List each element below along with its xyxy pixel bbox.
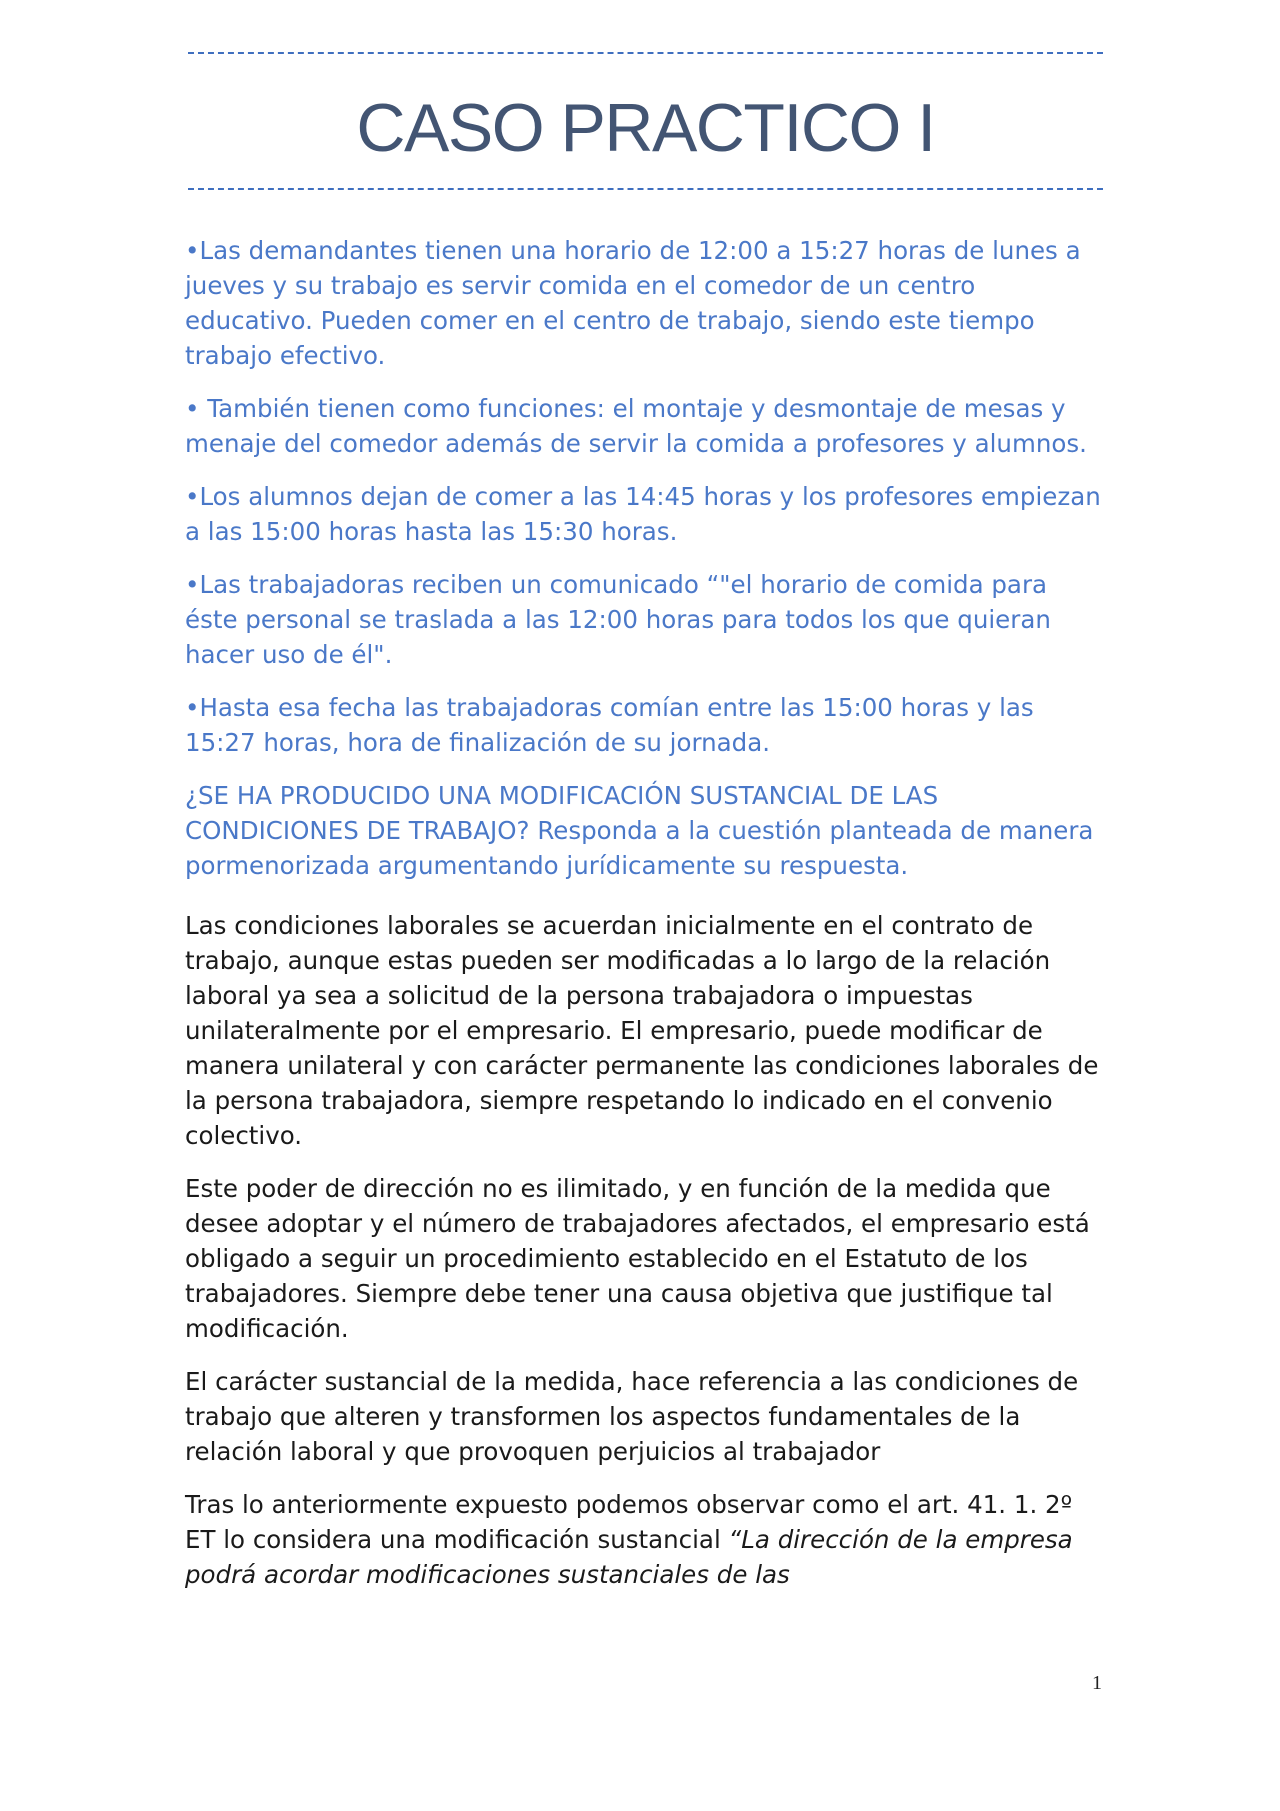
question-paragraph: ¿SE HA PRODUCIDO UNA MODIFICACIÓN SUSTANCIAL DE LAS CONDICIONES DE TRABAJO? Responda a la cuestión planteada de manera pormenorizada argumentando jurídicamente su respuesta. xyxy=(185,781,1094,880)
page-number: 1 xyxy=(1092,1672,1102,1694)
fact-paragraph: •Las demandantes tienen una horario de 12:00 a 15:27 horas de lunes a jueves y su trabajo es servir comida en el comedor de un centro educativo. Pueden comer en el centro de trabajo, siendo este tiempo trabajo efectivo. xyxy=(185,236,1081,370)
title-bottom-divider xyxy=(188,188,1103,190)
fact-paragraph: •Las trabajadoras reciben un comunicado “"el horario de comida para éste personal se traslada a las 12:00 horas para todos los que quieran hacer uso de él". xyxy=(185,570,1051,669)
closing-text: Tras lo anteriormente expuesto podemos observar como el art. 41. 1. 2º ET lo considera una modificación sustancial xyxy=(185,1490,1073,1554)
fact-paragraph: • También tienen como funciones: el montaje y desmontaje de mesas y menaje del comedor además de servir la comida a profesores y alumnos. xyxy=(185,394,1087,458)
fact-paragraph: •Los alumnos dejan de comer a las 14:45 horas y los profesores empiezan a las 15:00 horas hasta las 15:30 horas. xyxy=(185,482,1101,546)
answer-paragraph: Las condiciones laborales se acuerdan inicialmente en el contrato de trabajo, aunque estas pueden ser modificadas a lo largo de la relación laboral ya sea a solicitud de la persona trabajadora o impuestas unilateralmente por el empresario. El empresario, puede modificar de manera unilateral y con carácter permanente las condiciones laborales de la persona trabajadora, siempre respetando lo indicado en el convenio colectivo. xyxy=(185,911,1099,1150)
legal-quote: “La dirección de la empresa podrá acordar modificaciones sustanciales de las xyxy=(185,1525,1073,1589)
title-top-divider xyxy=(188,52,1103,54)
document-body xyxy=(185,233,1105,1617)
fact-paragraph: •Hasta esa fecha las trabajadoras comían entre las 15:00 horas y las 15:27 horas, hora de finalización de su jornada. xyxy=(185,693,1034,757)
closing-paragraph xyxy=(185,1487,1105,1592)
answer-paragraph: El carácter sustancial de la medida, hace referencia a las condiciones de trabajo que alteren y transformen los aspectos fundamentales de la relación laboral y que provoquen perjuicios al trabajador xyxy=(185,1367,1079,1466)
document-title: CASO PRACTICO I xyxy=(356,90,935,166)
answer-paragraph: Este poder de dirección no es ilimitado, y en función de la medida que desee adoptar y el número de trabajadores afectados, el empresario está obligado a seguir un procedimiento establecido en el Estatuto de los trabajadores. Siempre debe tener una causa objetiva que justifique tal modificación. xyxy=(185,1174,1090,1343)
